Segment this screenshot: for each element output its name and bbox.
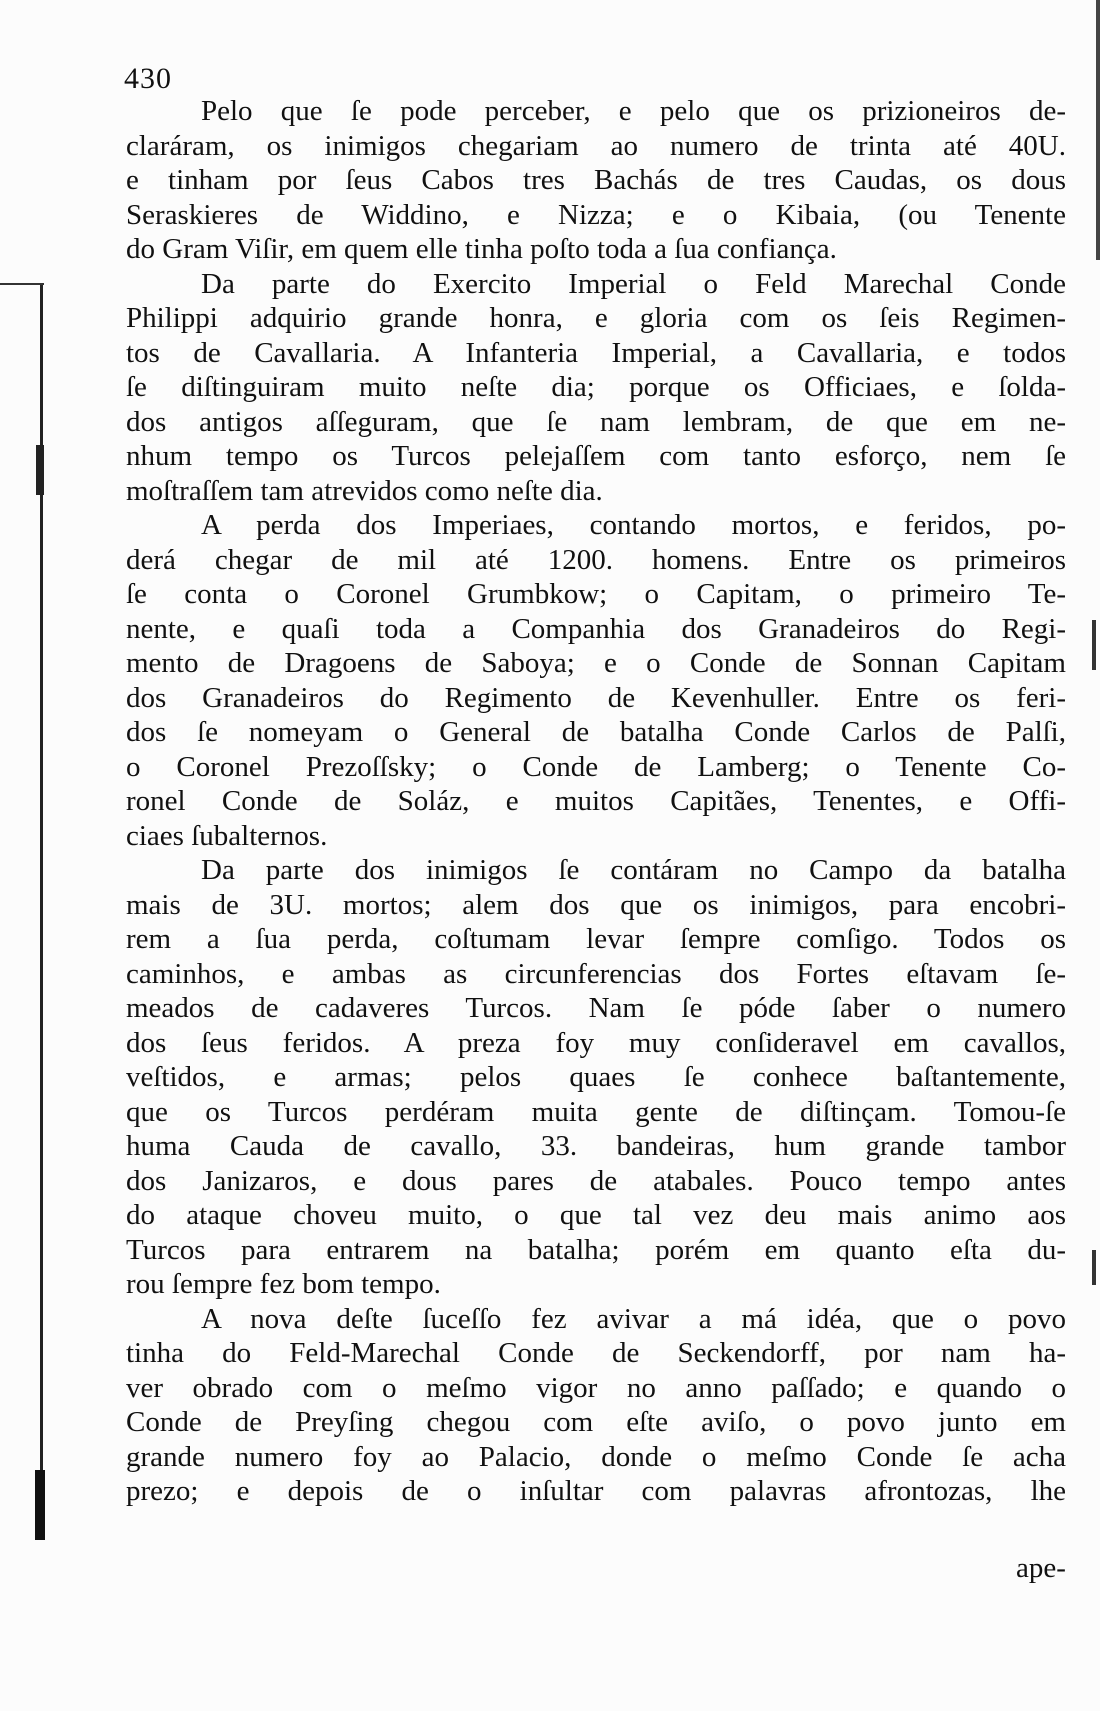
text-line: derá chegar de mil até 1200. homens. Entre os primeiros [126,543,1066,576]
text-line: A nova deſte ſuceſſo fez avivar a má idéa, que o povo [201,1302,1066,1335]
text-line: meados de cadaveres Turcos. Nam ſe póde ſaber o numero [126,992,1066,1024]
text-line: dos antigos aſſeguram, que ſe nam lembram, de que em ne- [126,405,1066,438]
scan-edge-mark [35,1470,45,1540]
text-line: nhum tempo os Turcos pelejaſſem com tanto esforço, nem ſe [126,440,1066,472]
text-line: dos Granadeiros do Regimento de Kevenhuller. Entre os feri- [126,681,1066,714]
text-line: o Coronel Prezoſſsky; o Conde de Lamberg; o Tenente Co- [126,750,1066,783]
text-line: que os Turcos perdéram muita gente de diſtinçam. Tomou-ſe [126,1095,1066,1128]
scan-edge-mark [36,445,44,495]
page-number: 430 [124,62,172,95]
text-line: Da parte dos inimigos ſe contáram no Campo da batalha [201,854,1066,886]
text-line: do Gram Viſir, em quem elle tinha poſto toda a ſua confiança. [126,233,837,265]
text-line: Pelo que ſe pode perceber, e pelo que os prizioneiros de- [201,95,1066,127]
scan-edge-mark [1096,0,1100,260]
text-line: e tinham por ſeus Cabos tres Bachás de tres Caudas, os dous [126,164,1066,196]
text-line: ver obrado com o meſmo vigor no anno paſſado; e quando o [126,1371,1066,1404]
text-line: tos de Cavallaria. A Infanteria Imperial, a Cavallaria, e todos [126,336,1066,369]
text-line: prezo; e depois de o inſultar com palavras afrontozas, lhe [126,1475,1066,1507]
text-line: Conde de Preyſing chegou com eſte aviſo, o povo junto em [126,1406,1066,1438]
text-line: Turcos para entrarem na batalha; porém em quanto eſta du- [126,1233,1066,1266]
text-line: ſe conta o Coronel Grumbkow; o Capitam, o primeiro Te- [126,578,1066,610]
scan-edge-mark [1092,620,1096,670]
catchword: ape- [1016,1552,1066,1584]
text-line: rou ſempre fez bom tempo. [126,1268,441,1300]
text-line: mento de Dragoens de Saboya; e o Conde de Sonnan Capitam [126,647,1066,679]
text-line: veſtidos, e armas; pelos quaes ſe conhece baſtantemente, [126,1061,1066,1093]
text-line: Philippi adquirio grande honra, e gloria com os ſeis Regimen- [126,302,1066,334]
text-line: Da parte do Exercito Imperial o Feld Marechal Conde [201,267,1066,300]
text-line: huma Cauda de cavallo, 33. bandeiras, hum grande tambor [126,1130,1066,1162]
text-line: do ataque choveu muito, o que tal vez deu mais animo aos [126,1199,1066,1231]
text-line: A perda dos Imperiaes, contando mortos, e feridos, po- [201,509,1066,541]
text-line: nente, e quaſi toda a Companhia dos Granadeiros do Regi- [126,612,1066,645]
text-line: dos ſeus feridos. A preza foy muy conſideravel em cavallos, [126,1026,1066,1059]
scan-edge-mark [1092,1250,1096,1285]
text-line: caminhos, e ambas as circunferencias dos Fortes eſtavam ſe- [126,957,1066,990]
text-line: ronel Conde de Soláz, e muitos Capitães, Tenentes, e Offi- [126,785,1066,817]
body-text [126,94,1066,1509]
text-line: grande numero foy ao Palacio, donde o meſmo Conde ſe acha [126,1440,1066,1473]
text-line: claráram, os inimigos chegariam ao numero de trinta até 40U. [126,129,1066,162]
text-line: moſtraſſem tam atrevidos como neſte dia. [126,474,603,507]
text-line: ſe diſtinguiram muito neſte dia; porque os Officiaes, e ſolda- [126,371,1066,403]
text-line: mais de 3U. mortos; alem dos que os inimigos, para encobri- [126,888,1066,921]
text-line: dos ſe nomeyam o General de batalha Conde Carlos de Palſi, [126,716,1066,748]
text-line: dos Janizaros, e dous pares de atabales. Pouco tempo antes [126,1164,1066,1197]
scan-edge-mark [0,283,44,285]
text-line: ciaes ſubalternos. [126,819,328,852]
text-line: Seraskieres de Widdino, e Nizza; e o Kibaia, (ou Tenente [126,198,1066,231]
text-line: rem a ſua perda, coſtumam levar ſempre comſigo. Todos os [126,923,1066,955]
text-line: tinha do Feld-Marechal Conde de Seckendorff, por nam ha- [126,1337,1066,1369]
